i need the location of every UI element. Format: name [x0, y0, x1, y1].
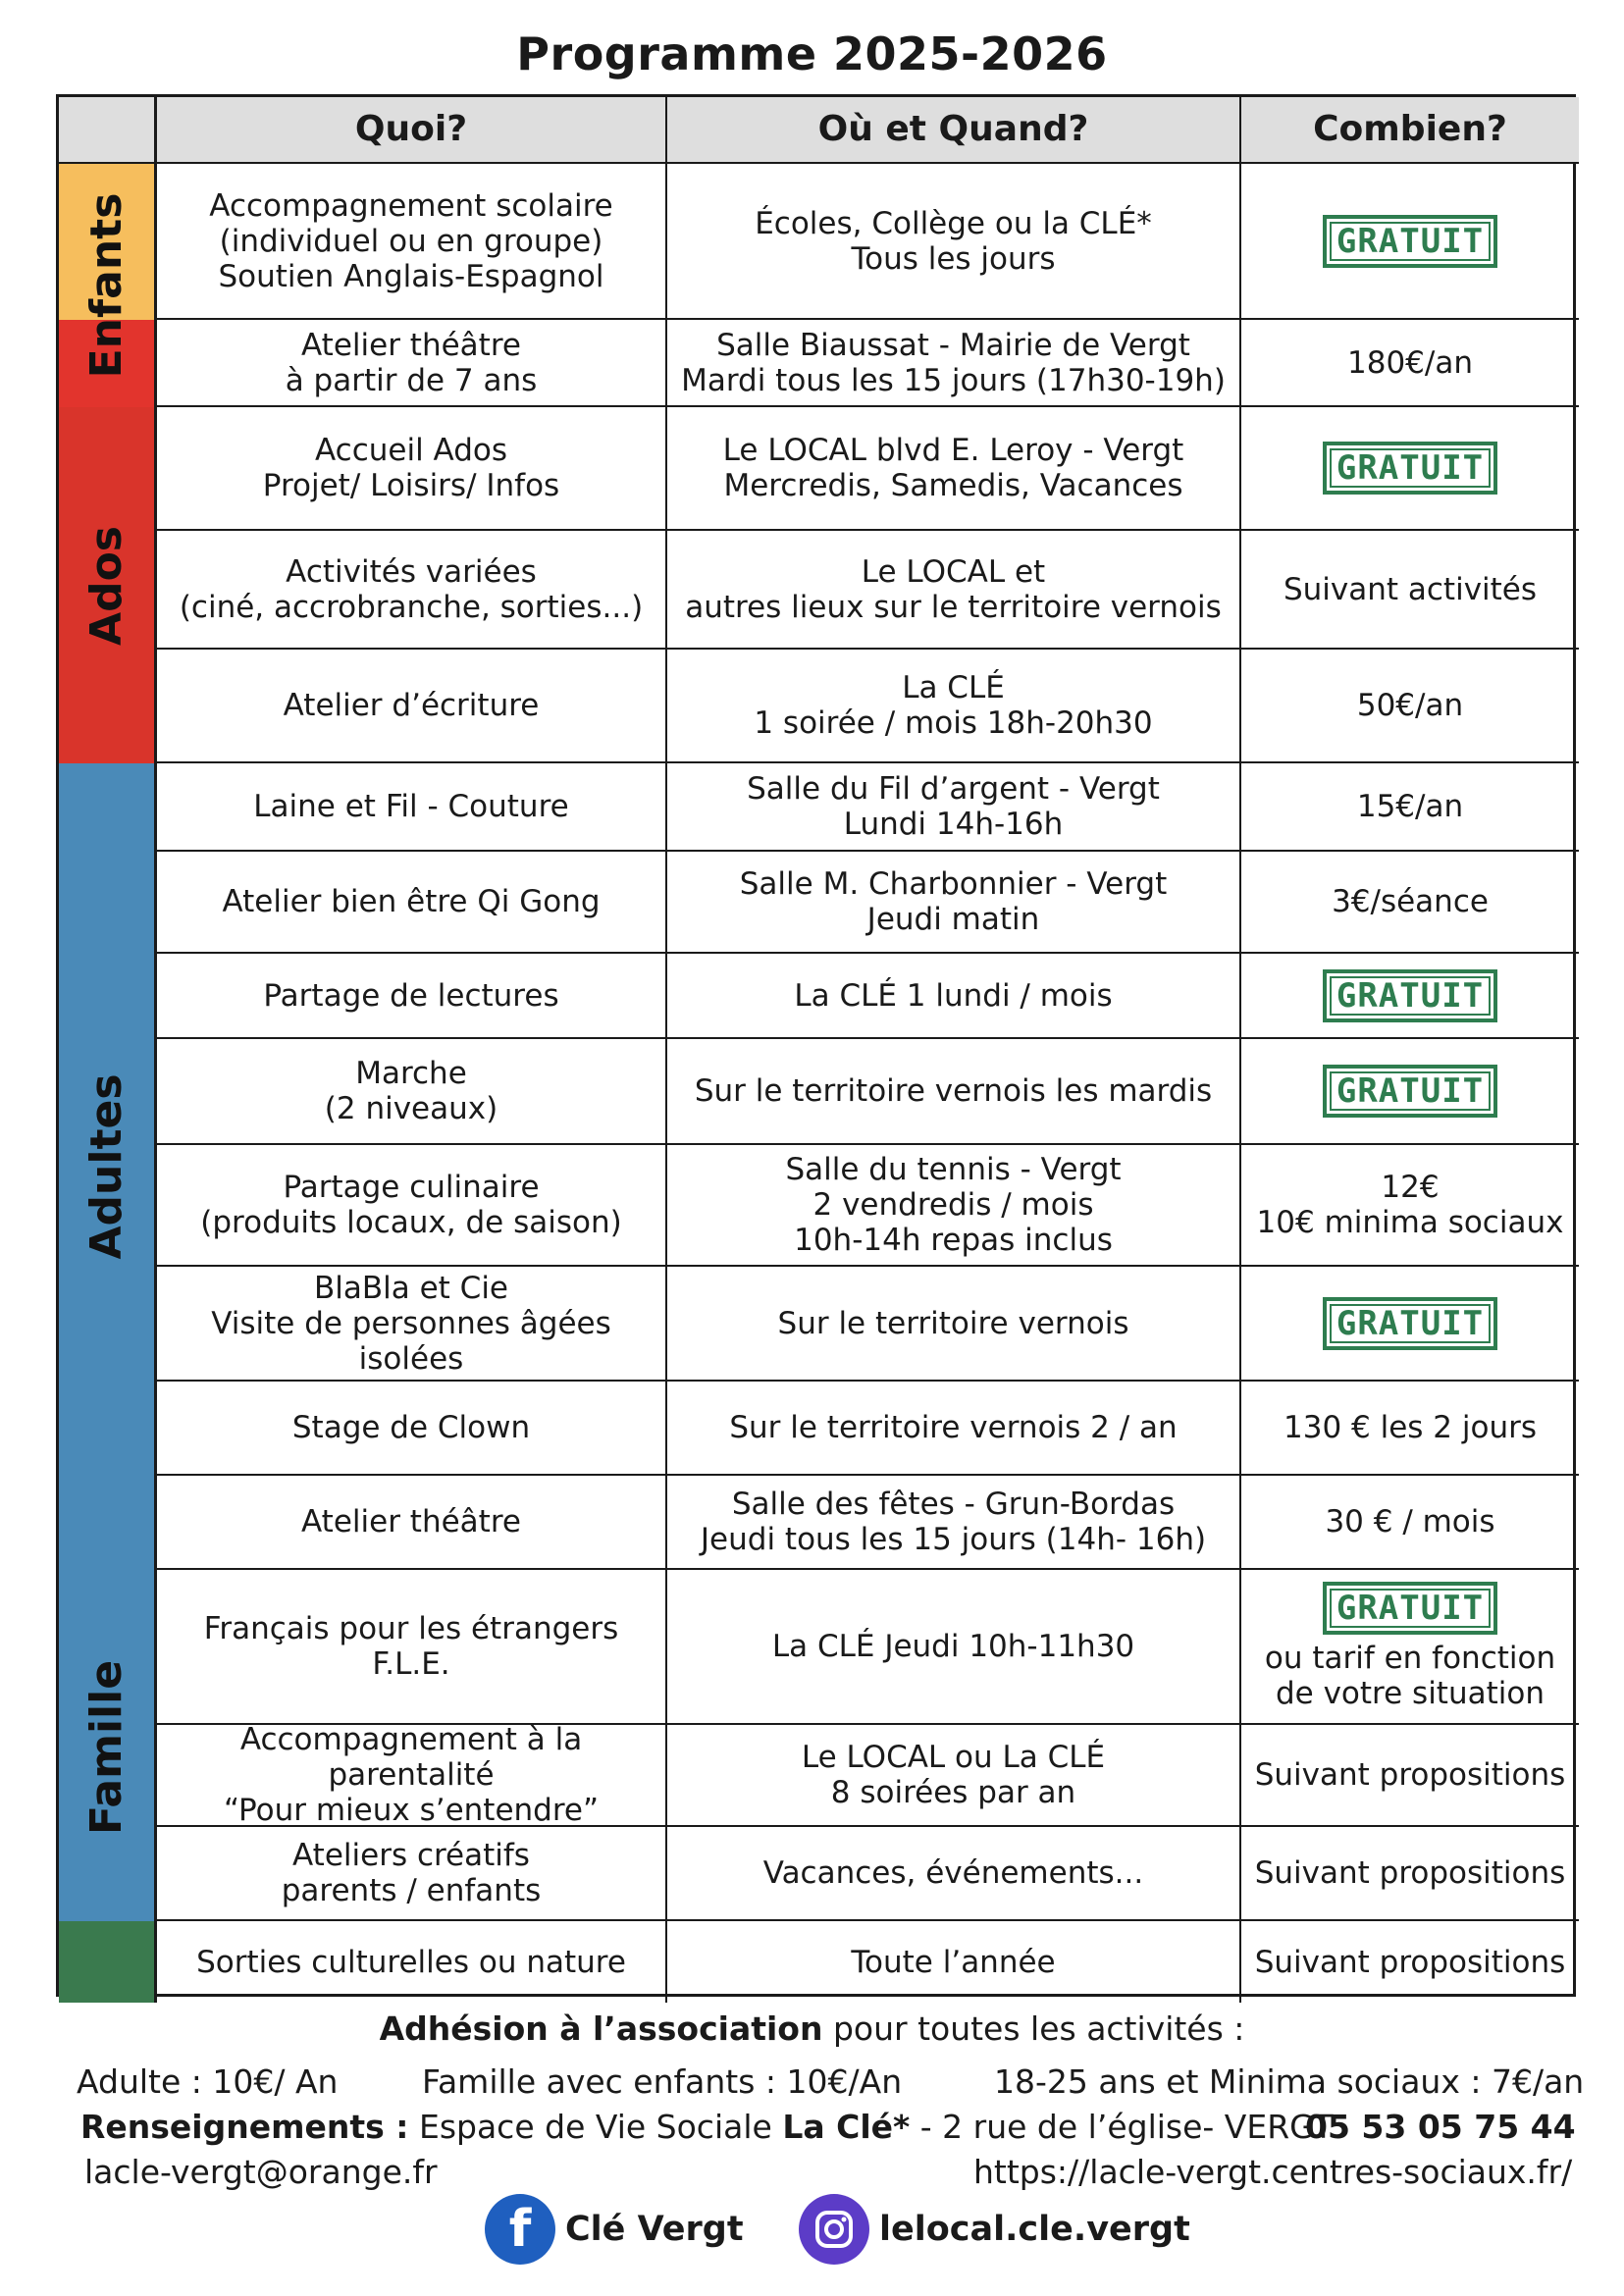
activity-cost: Suivant activités	[1241, 531, 1579, 650]
activity-cost: 50€/an	[1241, 650, 1579, 763]
page-title: Programme 2025-2026	[516, 27, 1108, 80]
activity-cost: 130 € les 2 jours	[1241, 1382, 1579, 1476]
header-what: Quoi?	[157, 97, 667, 164]
gratuit-badge: GRATUIT	[1323, 1297, 1497, 1350]
activity-cost	[1241, 954, 1579, 1039]
activity-where: Sur le territoire vernois les mardis	[667, 1039, 1241, 1145]
activity-cost: 30 € / mois	[1241, 1476, 1579, 1570]
activity-where: Salle Biaussat - Mairie de Vergt Mardi tous les 15 jours (17h30-19h)	[667, 320, 1241, 407]
contact-street: - 2 rue de l’église- VERGT	[910, 2108, 1334, 2146]
contact-line	[0, 2108, 1624, 2151]
header-where: Où et Quand?	[667, 97, 1241, 164]
activity-cost: 12€ 10€ minima sociaux	[1241, 1145, 1579, 1267]
instagram-icon	[799, 2194, 869, 2265]
membership-heading-rest: pour toutes les activités :	[822, 2009, 1245, 2048]
activity-where: La CLÉ 1 soirée / mois 18h-20h30	[667, 650, 1241, 763]
contact-label: Renseignements :	[80, 2108, 409, 2146]
activity-where: Écoles, Collège ou la CLÉ* Tous les jours	[667, 164, 1241, 320]
activity-cost: 180€/an	[1241, 320, 1579, 407]
category-enfants	[59, 164, 157, 407]
activity-cost	[1241, 1267, 1579, 1382]
activity-cost	[1241, 407, 1579, 531]
gratuit-badge: GRATUIT	[1323, 442, 1497, 495]
activity-where: Salle M. Charbonnier - Vergt Jeudi matin	[667, 852, 1241, 954]
activity-where: La CLÉ Jeudi 10h-11h30	[667, 1570, 1241, 1725]
facebook-icon: f	[485, 2194, 555, 2265]
activity-where: Le LOCAL et autres lieux sur le territoire vernois	[667, 531, 1241, 650]
fee-young: 18-25 ans et Minima sociaux : 7€/an	[994, 2062, 1585, 2101]
category-label: Adultes	[80, 1073, 131, 1260]
activity-where: Salle des fêtes - Grun-Bordas Jeudi tous les 15 jours (14h- 16h)	[667, 1476, 1241, 1570]
activity-where: Salle du Fil d’argent - Vergt Lundi 14h-16h	[667, 763, 1241, 852]
category-label: Enfants	[80, 192, 131, 379]
fee-adult: Adulte : 10€/ An	[77, 2062, 339, 2101]
contact-links	[0, 2153, 1624, 2192]
activity-what: Sorties culturelles ou nature	[157, 1921, 667, 2003]
activity-cost	[1241, 1570, 1579, 1725]
category-label: Ados	[80, 525, 131, 646]
instagram-label: lelocal.cle.vergt	[879, 2210, 1190, 2249]
activity-what: BlaBla et Cie Visite de personnes âgées isolées	[157, 1267, 667, 1382]
activity-cost	[1241, 164, 1579, 320]
activity-where: Salle du tennis - Vergt 2 vendredis / mois 10h-14h repas inclus	[667, 1145, 1241, 1267]
activity-cost: 3€/séance	[1241, 852, 1579, 954]
instagram-link[interactable]	[799, 2194, 1190, 2265]
activity-what: Marche (2 niveaux)	[157, 1039, 667, 1145]
facebook-label: Clé Vergt	[565, 2210, 744, 2249]
activity-what: Stage de Clown	[157, 1382, 667, 1476]
activity-what: Accueil Ados Projet/ Loisirs/ Infos	[157, 407, 667, 531]
activity-what: Ateliers créatifs parents / enfants	[157, 1827, 667, 1921]
activity-where: Le LOCAL ou La CLÉ 8 soirées par an	[667, 1725, 1241, 1827]
membership-heading-bold: Adhésion à l’association	[379, 2009, 823, 2048]
activity-cost: Suivant propositions	[1241, 1725, 1579, 1827]
activity-where: Sur le territoire vernois 2 / an	[667, 1382, 1241, 1476]
activity-what: Accompagnement scolaire (individuel ou en groupe) Soutien Anglais-Espagnol	[157, 164, 667, 320]
activity-what: Atelier bien être Qi Gong	[157, 852, 667, 954]
activity-where: Sur le territoire vernois	[667, 1267, 1241, 1382]
activity-what: Atelier théâtre	[157, 1476, 667, 1570]
activity-what: Français pour les étrangers F.L.E.	[157, 1570, 667, 1725]
contact-place-pre: Espace de Vie Sociale	[408, 2108, 783, 2146]
activity-what: Activités variées (ciné, accrobranche, sorties...)	[157, 531, 667, 650]
contact-address	[80, 2108, 1334, 2146]
membership-heading	[0, 2009, 1624, 2048]
activity-cost	[1241, 1039, 1579, 1145]
activity-what: Partage culinaire (produits locaux, de saison)	[157, 1145, 667, 1267]
facebook-link[interactable]	[485, 2194, 744, 2265]
gratuit-badge: GRATUIT	[1323, 215, 1497, 268]
activity-what: Atelier d’écriture	[157, 650, 667, 763]
activity-cost: 15€/an	[1241, 763, 1579, 852]
header-corner	[59, 97, 157, 164]
social-links	[0, 2194, 1624, 2272]
header-cost: Combien?	[1241, 97, 1579, 164]
contact-place: La Clé*	[782, 2108, 911, 2146]
category-adultes	[59, 763, 157, 1570]
contact-website[interactable]: https://lacle-vergt.centres-sociaux.fr/	[973, 2153, 1573, 2191]
activity-where: La CLÉ 1 lundi / mois	[667, 954, 1241, 1039]
fee-family: Famille avec enfants : 10€/An	[422, 2062, 903, 2101]
gratuit-badge: GRATUIT	[1323, 969, 1497, 1022]
membership-fees	[0, 2062, 1624, 2102]
activity-what: Atelier théâtre à partir de 7 ans	[157, 320, 667, 407]
programme-table	[56, 94, 1576, 1997]
activity-where: Toute l’année	[667, 1921, 1241, 2003]
gratuit-badge: GRATUIT	[1323, 1065, 1497, 1118]
category-famille	[59, 1570, 157, 2003]
category-label: Famille	[80, 1659, 131, 1835]
category-ados	[59, 407, 157, 763]
cost-note: ou tarif en fonction de votre situation	[1264, 1641, 1556, 1711]
activity-where: Vacances, événements...	[667, 1827, 1241, 1921]
gratuit-badge: GRATUIT	[1323, 1582, 1497, 1635]
activity-cost: Suivant propositions	[1241, 1827, 1579, 1921]
activity-where: Le LOCAL blvd E. Leroy - Vergt Mercredis, Samedis, Vacances	[667, 407, 1241, 531]
activity-cost: Suivant propositions	[1254, 1944, 1566, 1980]
activity-what: Partage de lectures	[157, 954, 667, 1039]
activity-what: Accompagnement à la parentalité “Pour mieux s’entendre”	[157, 1725, 667, 1827]
contact-email[interactable]: lacle-vergt@orange.fr	[84, 2153, 438, 2191]
activity-what: Laine et Fil - Couture	[157, 763, 667, 852]
contact-phone[interactable]: 05 53 05 75 44	[1305, 2108, 1576, 2146]
